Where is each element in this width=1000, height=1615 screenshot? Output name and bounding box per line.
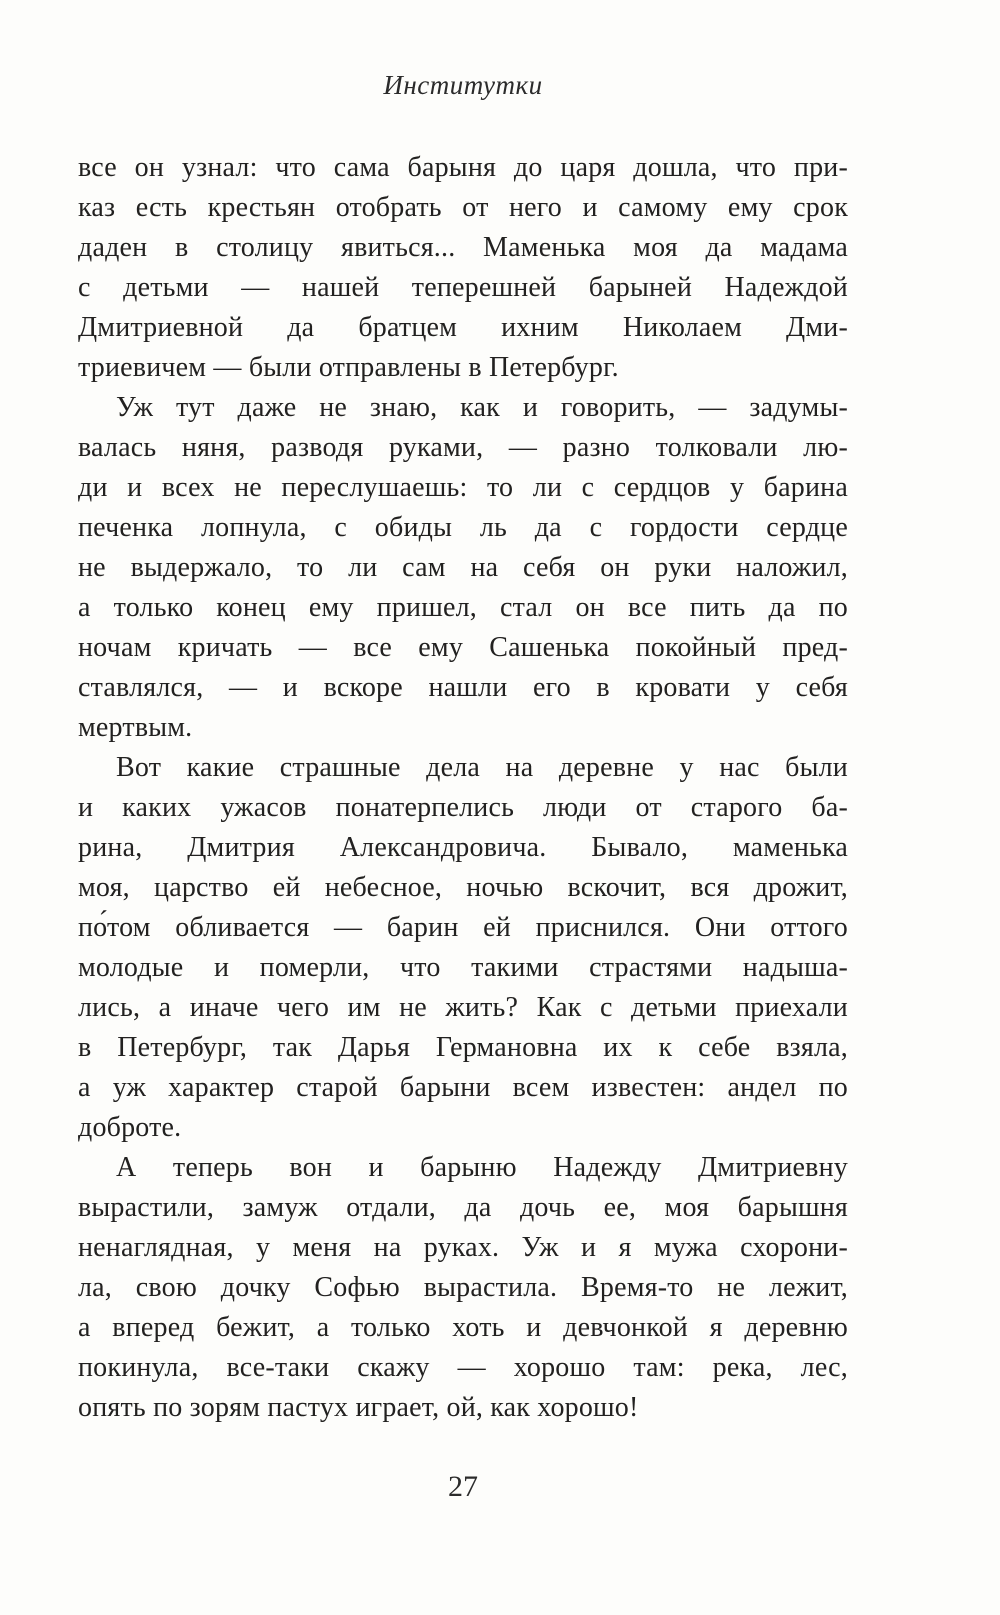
text-line: ночам кричать — все ему Сашенька покойный пред- [78,632,848,663]
text-line: даден в столицу явиться... Маменька моя да мадама [78,232,848,263]
text-line: валась няня, разводя руками, — разно толковали лю- [78,432,848,463]
text-line: все он узнал: что сама барыня до царя дошла, что при- [78,152,848,183]
text-line: рина, Дмитрия Александровича. Бывало, маменька [78,832,848,863]
running-header: Институтки [383,70,543,100]
body-text [78,148,848,1428]
text-line: покинула, все-таки скажу — хорошо там: река, лес, [78,1352,848,1383]
text-line: А теперь вон и барыню Надежду Дмитриевну [116,1152,848,1183]
text-line: а только конец ему пришел, стал он все пить да по [78,592,848,623]
text-line: моя, царство ей небесное, ночью вскочит, вся дрожит, [78,872,848,903]
text-line: а вперед бежит, а только хоть и девчонкой я деревню [78,1312,848,1343]
text-line: триевичем — были отправлены в Петербург. [78,352,619,383]
paragraph [78,148,848,388]
text-line: не выдержало, то ли сам на себя он руки наложил, [78,552,848,583]
text-line: с детьми — нашей теперешней барыней Надеждой [78,272,848,303]
page-number: 27 [448,1470,478,1503]
paragraph [78,748,848,1148]
text-line: молодые и померли, что такими страстями надыша- [78,952,848,983]
text-line: а уж характер старой барыни всем известен: андел по [78,1072,848,1103]
text-line: вырастили, замуж отдали, да дочь ее, моя барышня [78,1192,848,1223]
paragraph [78,388,848,748]
text-line: Вот какие страшные дела на деревне у нас были [116,752,848,783]
text-line: лись, а иначе чего им не жить? Как с детьми приехали [78,992,848,1023]
text-line: печенка лопнула, с обиды ль да с гордости сердце [78,512,848,543]
text-line: мертвым. [78,712,193,743]
text-line: ла, свою дочку Софью вырастила. Время-то не лежит, [78,1272,848,1303]
text-line: в Петербург, так Дарья Германовна их к себе взяла, [78,1032,848,1063]
text-line: по́том обливается — барин ей приснился. Они оттого [78,912,848,943]
text-line: и каких ужасов понатерпелись люди от старого ба- [78,792,848,823]
text-line: Дмитриевной да братцем ихним Николаем Дми- [78,312,848,343]
text-line: опять по зорям пастух играет, ой, как хорошо! [78,1392,639,1423]
text-line: ненаглядная, у меня на руках. Уж и я мужа схорони- [78,1232,848,1263]
text-line: доброте. [78,1112,182,1143]
paragraph [78,1148,848,1428]
text-line: ди и всех не переслушаешь: то ли с сердцов у барина [78,472,848,503]
text-line: Уж тут даже не знаю, как и говорить, — задумы- [116,392,848,423]
text-line: каз есть крестьян отобрать от него и самому ему срок [78,192,848,223]
text-line: ставлялся, — и вскоре нашли его в кровати у себя [78,672,848,703]
